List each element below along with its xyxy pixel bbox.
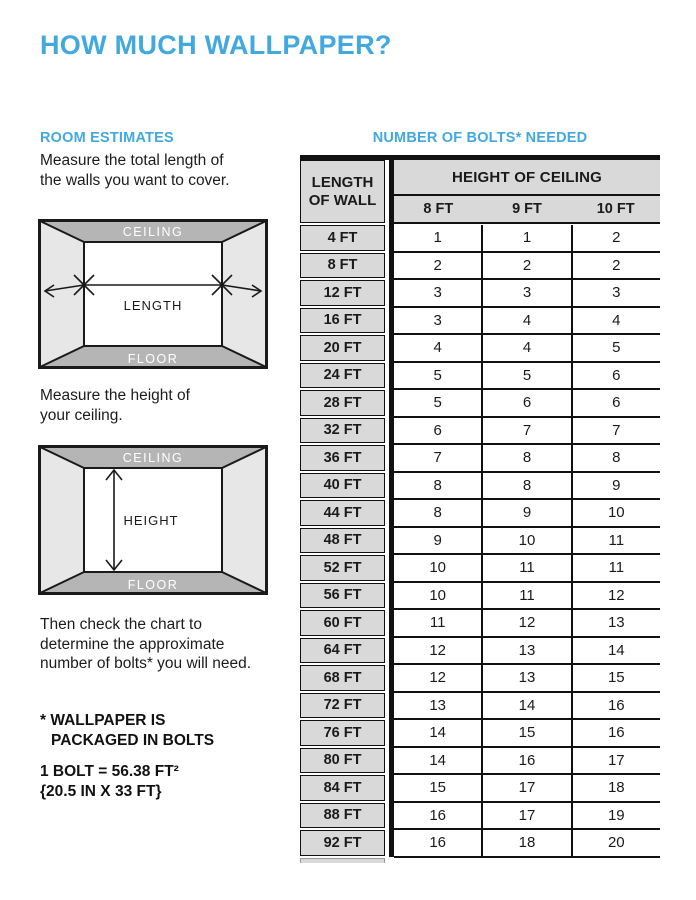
row-data <box>394 418 660 446</box>
wall-length-cell: 60 FT <box>300 610 385 636</box>
table-row <box>300 638 660 666</box>
bolt-count-cell: 10 <box>607 504 625 522</box>
table-row <box>300 775 660 803</box>
wall-length-cell: 84 FT <box>300 775 385 801</box>
bolt-count-cell: 14 <box>394 720 483 746</box>
bolt-count-cell: 13 <box>607 614 625 632</box>
bolt-count-cell: 5 <box>483 363 572 389</box>
bolt-count-cell: 2 <box>394 253 483 279</box>
floor-label: FLOOR <box>127 352 179 366</box>
table-row <box>300 583 660 611</box>
bolt-spec-line: {20.5 IN X 33 FT} <box>40 783 162 800</box>
bolt-count-cell: 14 <box>394 748 483 774</box>
row-data <box>394 748 660 776</box>
row-data <box>394 555 660 583</box>
table-row <box>300 528 660 556</box>
wall-length-cell: 32 FT <box>300 418 385 444</box>
instruction-line: determine the approximate <box>40 635 225 653</box>
table-row <box>300 665 660 693</box>
bolt-count-cell: 16 <box>394 803 483 829</box>
height-of-ceiling-header: HEIGHT OF CEILING <box>394 160 660 196</box>
instruction-step-2 <box>40 386 190 425</box>
bolt-count-cell: 1 <box>394 225 483 251</box>
wall-length-cell: 8 FT <box>300 253 385 279</box>
bolt-count-cell: 1 <box>483 225 572 251</box>
bolt-count-cell: 6 <box>612 366 621 384</box>
bolt-size-spec <box>40 762 179 802</box>
bolt-count-cell: 8 <box>612 449 621 467</box>
bolt-count-cell: 8 <box>483 445 572 471</box>
bolt-count-cell: 14 <box>607 641 625 659</box>
column-header-10ft: 10 FT <box>596 201 635 217</box>
right-wall-panel <box>222 447 266 593</box>
ceiling-label: CEILING <box>122 451 184 465</box>
row-data <box>394 500 660 528</box>
row-data <box>394 280 660 308</box>
row-data <box>394 803 660 831</box>
wall-length-cell: 40 FT <box>300 473 385 499</box>
wall-length-cell: 48 FT <box>300 528 385 554</box>
height-label: HEIGHT <box>123 513 179 528</box>
bolt-count-cell: 16 <box>607 696 625 714</box>
header-line: OF WALL <box>308 191 377 209</box>
right-wall-panel <box>222 221 266 367</box>
table-row <box>300 693 660 721</box>
bolt-count-cell: 3 <box>483 280 572 306</box>
bolt-count-cell: 11 <box>608 559 625 577</box>
bolt-count-cell: 9 <box>394 528 483 554</box>
ceiling-label: CEILING <box>122 225 184 239</box>
section-title-bolts-needed: NUMBER OF BOLTS* NEEDED <box>372 130 588 146</box>
footnote-line: * WALLPAPER IS <box>40 712 166 729</box>
row-data <box>394 693 660 721</box>
instruction-line: the walls you want to cover. <box>40 171 230 189</box>
table-row <box>300 500 660 528</box>
back-wall-panel <box>84 242 222 346</box>
wall-length-cell: 12 FT <box>300 280 385 306</box>
wall-length-cell: 52 FT <box>300 555 385 581</box>
bolt-count-cell: 8 <box>394 473 483 499</box>
bolt-count-cell: 4 <box>483 308 572 334</box>
wall-length-cell: 76 FT <box>300 720 385 746</box>
table-row <box>300 555 660 583</box>
instruction-line: Then check the chart to <box>40 616 202 633</box>
bolt-spec-line: 1 BOLT = 56.38 FT² <box>40 763 179 780</box>
bolt-count-cell: 12 <box>607 586 625 604</box>
instruction-line: your ceiling. <box>40 406 123 424</box>
row-data <box>394 583 660 611</box>
instruction-step-1 <box>40 151 230 190</box>
table-row <box>300 748 660 776</box>
row-data <box>394 390 660 418</box>
wall-length-cell: 80 FT <box>300 748 385 774</box>
row-data <box>394 528 660 556</box>
bolt-count-cell: 19 <box>607 806 625 824</box>
wall-length-cell: 16 FT <box>300 308 385 334</box>
row-data <box>394 775 660 803</box>
row-data <box>394 638 660 666</box>
table-row <box>300 253 660 281</box>
bolt-count-cell: 7 <box>612 421 621 439</box>
bolt-count-cell: 12 <box>394 665 483 691</box>
left-wall-panel <box>40 221 84 367</box>
row-data <box>394 225 660 253</box>
table-row <box>300 390 660 418</box>
table-header <box>300 160 660 225</box>
bolt-count-cell: 9 <box>612 476 621 494</box>
bolt-count-cell: 10 <box>394 583 483 609</box>
wall-length-cell: 4 FT <box>300 225 385 251</box>
table-bottom-sliver <box>300 858 385 863</box>
bolt-count-cell: 6 <box>394 418 483 444</box>
table-row <box>300 720 660 748</box>
bolt-count-cell: 5 <box>394 390 483 416</box>
wall-length-cell: 92 FT <box>300 830 385 856</box>
bolt-count-cell: 18 <box>483 830 572 856</box>
bolt-count-cell: 12 <box>394 638 483 664</box>
row-data <box>394 720 660 748</box>
bolt-count-cell: 9 <box>483 500 572 526</box>
table-row <box>300 830 660 858</box>
bolt-count-cell: 2 <box>483 253 572 279</box>
table-row <box>300 335 660 363</box>
wall-length-cell: 44 FT <box>300 500 385 526</box>
bolt-count-cell: 4 <box>483 335 572 361</box>
bolts-needed-table <box>300 155 660 863</box>
wall-length-cell: 64 FT <box>300 638 385 664</box>
row-data <box>394 253 660 281</box>
bolt-count-cell: 11 <box>608 531 625 549</box>
bolt-count-cell: 10 <box>483 528 572 554</box>
bolt-count-cell: 2 <box>612 229 621 247</box>
bolt-count-cell: 15 <box>394 775 483 801</box>
row-data <box>394 830 660 858</box>
floor-label: FLOOR <box>127 578 179 592</box>
bolt-count-cell: 17 <box>607 751 625 769</box>
bolts-footnote <box>40 711 214 751</box>
table-row <box>300 308 660 336</box>
footnote-line: PACKAGED IN BOLTS <box>51 732 215 749</box>
bolt-count-cell: 17 <box>483 803 572 829</box>
bolt-count-cell: 13 <box>483 665 572 691</box>
wall-length-cell: 28 FT <box>300 390 385 416</box>
wall-length-cell: 24 FT <box>300 363 385 389</box>
bolt-count-cell: 4 <box>612 311 621 329</box>
table-row <box>300 225 660 253</box>
bolt-count-cell: 17 <box>483 775 572 801</box>
instruction-line: number of bolts* you will need. <box>40 655 252 672</box>
bolt-count-cell: 12 <box>483 610 572 636</box>
bolt-count-cell: 6 <box>483 390 572 416</box>
column-header-9ft: 9 FT <box>512 201 542 217</box>
bolt-count-cell: 4 <box>394 335 483 361</box>
row-data <box>394 363 660 391</box>
bolt-count-cell: 8 <box>483 473 572 499</box>
bolt-count-cell: 13 <box>394 693 483 719</box>
instruction-step-3 <box>40 615 251 674</box>
bolt-count-cell: 20 <box>607 834 625 852</box>
bolt-count-cell: 2 <box>612 256 621 274</box>
instruction-line: Measure the total length of <box>40 152 224 169</box>
table-vertical-divider <box>389 155 394 857</box>
room-length-diagram <box>38 219 268 369</box>
row-data <box>394 445 660 473</box>
bolt-count-cell: 11 <box>394 610 483 636</box>
wall-length-cell: 72 FT <box>300 693 385 719</box>
bolt-count-cell: 5 <box>612 339 621 357</box>
bolt-count-cell: 3 <box>394 308 483 334</box>
left-wall-panel <box>40 447 84 593</box>
bolt-count-cell: 15 <box>607 669 625 687</box>
row-data <box>394 308 660 336</box>
bolt-count-cell: 3 <box>612 284 621 302</box>
table-row <box>300 610 660 638</box>
header-line: LENGTH <box>311 173 374 191</box>
wall-length-cell: 20 FT <box>300 335 385 361</box>
bolt-count-cell: 14 <box>483 693 572 719</box>
bolt-count-cell: 11 <box>483 555 572 581</box>
bolt-count-cell: 6 <box>612 394 621 412</box>
column-header-8ft: 8 FT <box>423 201 454 217</box>
bolt-count-cell: 18 <box>607 779 625 797</box>
length-of-wall-header <box>300 160 385 223</box>
table-row <box>300 418 660 446</box>
bolt-count-cell: 16 <box>483 748 572 774</box>
bolt-count-cell: 3 <box>394 280 483 306</box>
bolt-count-cell: 8 <box>394 500 483 526</box>
wall-length-cell: 68 FT <box>300 665 385 691</box>
wall-length-cell: 88 FT <box>300 803 385 829</box>
bolt-count-cell: 16 <box>607 724 625 742</box>
bolt-count-cell: 10 <box>394 555 483 581</box>
table-row <box>300 803 660 831</box>
bolt-count-cell: 16 <box>394 830 483 856</box>
table-row <box>300 473 660 501</box>
row-data <box>394 610 660 638</box>
row-data <box>394 665 660 693</box>
bolt-count-cell: 15 <box>483 720 572 746</box>
wall-length-cell: 36 FT <box>300 445 385 471</box>
bolt-count-cell: 7 <box>483 418 572 444</box>
row-data <box>394 473 660 501</box>
room-height-diagram <box>38 445 268 595</box>
length-label: LENGTH <box>123 298 183 313</box>
section-title-room-estimates: ROOM ESTIMATES <box>40 130 174 146</box>
table-row <box>300 363 660 391</box>
bolt-count-cell: 13 <box>483 638 572 664</box>
ceiling-header-group <box>394 160 660 225</box>
wall-length-cell: 56 FT <box>300 583 385 609</box>
bolt-count-cell: 11 <box>483 583 572 609</box>
page-title: HOW MUCH WALLPAPER? <box>40 30 392 60</box>
ceiling-column-headers <box>394 196 660 224</box>
table-row <box>300 280 660 308</box>
instruction-line: Measure the height of <box>40 387 190 404</box>
bolt-table-body <box>300 225 660 858</box>
bolt-count-cell: 5 <box>394 363 483 389</box>
table-row <box>300 445 660 473</box>
bolt-count-cell: 7 <box>394 445 483 471</box>
row-data <box>394 335 660 363</box>
